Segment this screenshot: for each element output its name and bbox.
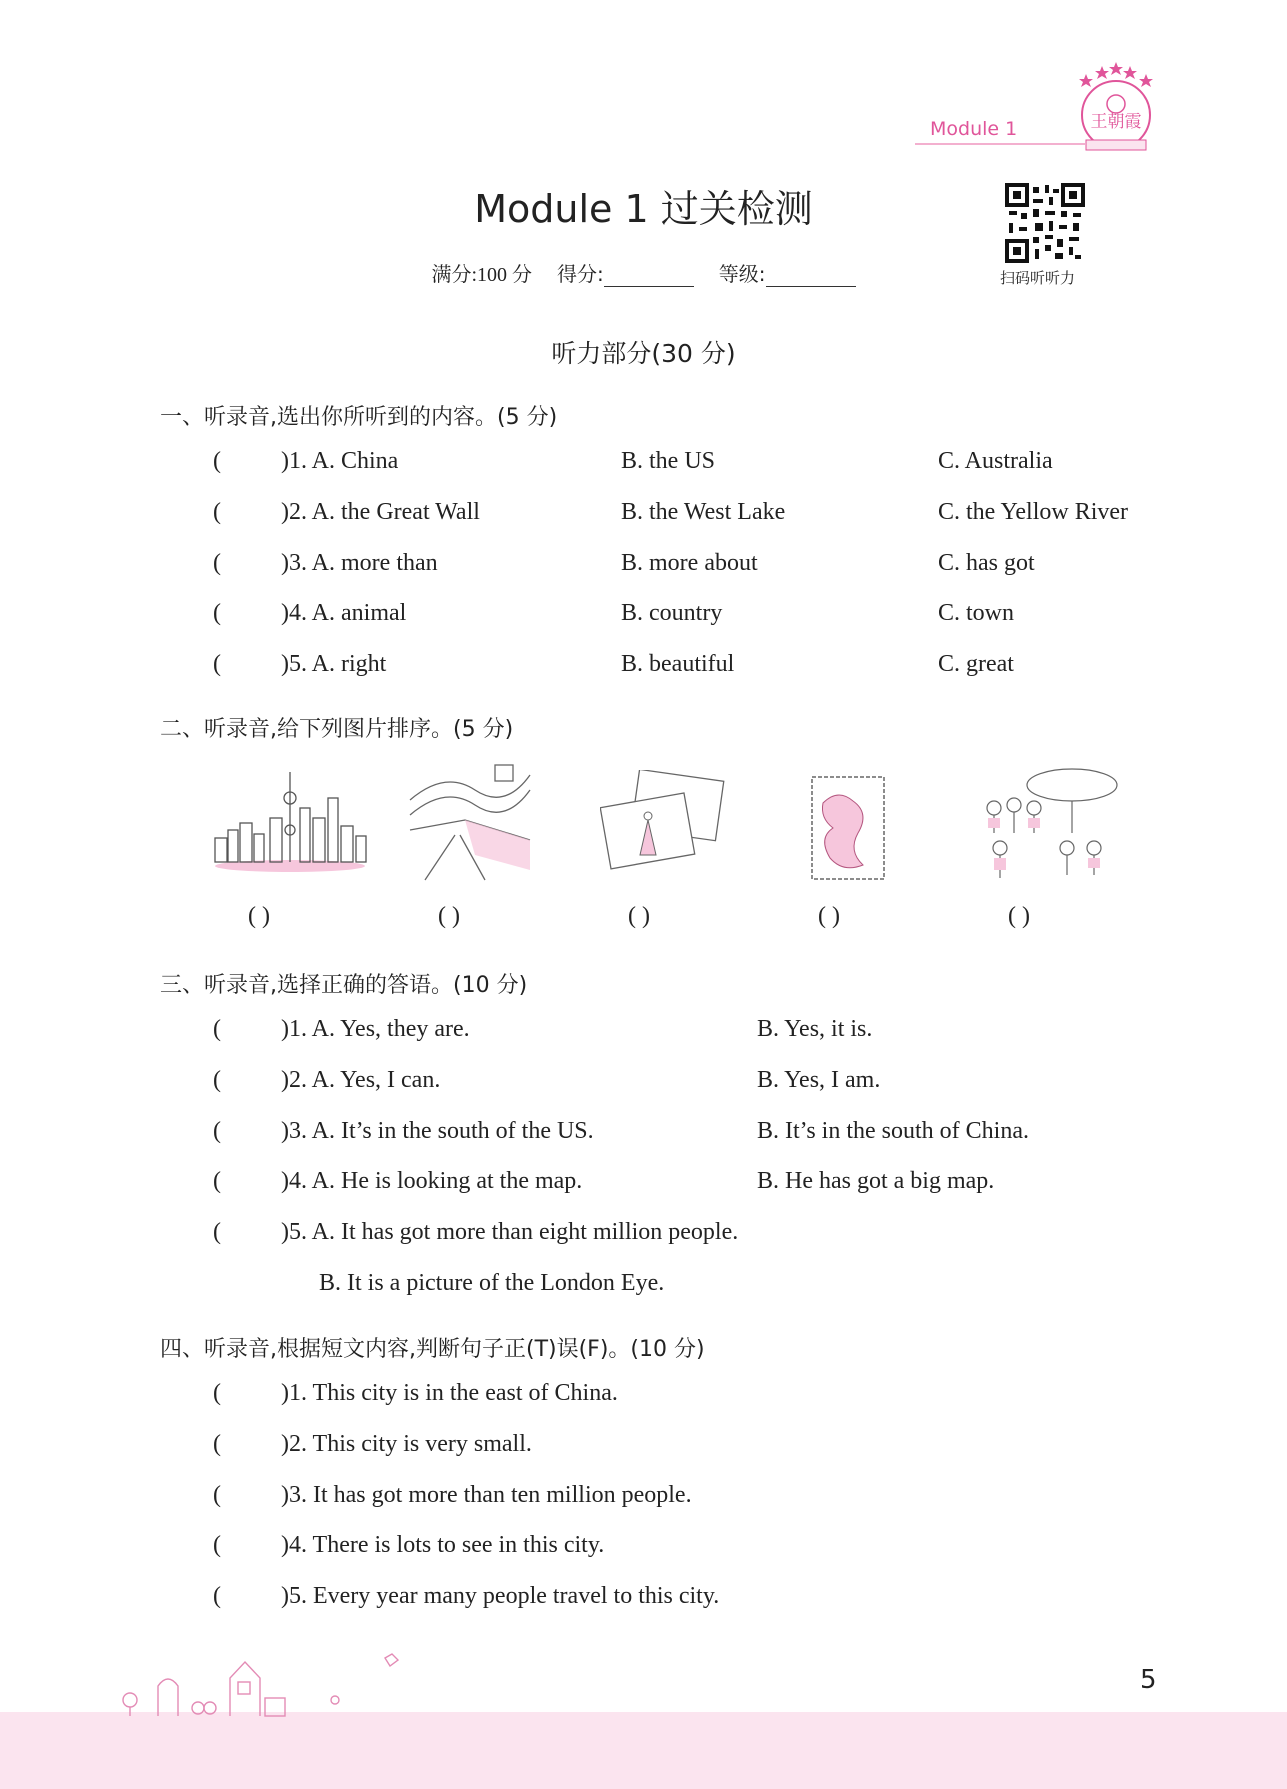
answer-paren[interactable]: (	[213, 1168, 221, 1194]
answer-paren[interactable]: (	[213, 1219, 221, 1245]
footer-band	[0, 1712, 1287, 1789]
score-full: 满分:100 分	[431, 264, 533, 286]
option-a: )2. A. the Great Wall	[281, 499, 480, 525]
option-a: )3. A. It’s in the south of the US.	[281, 1118, 594, 1144]
section-1-title: 一、听录音,选出你所听到的内容。(5 分)	[160, 405, 558, 430]
logo-text: 王朝霞	[1090, 112, 1142, 132]
option-c: C. great	[938, 651, 1014, 677]
option-c: C. the Yellow River	[938, 499, 1129, 525]
picture-3-order[interactable]: ( )	[628, 903, 650, 929]
house-decoration-icon	[120, 1648, 410, 1718]
module-tag: Module 1	[930, 118, 1018, 140]
option-b: B. He has got a big map.	[757, 1168, 995, 1194]
score-got-label: 得分:	[557, 262, 604, 286]
answer-paren[interactable]: (	[213, 1380, 221, 1406]
listening-section-title: 听力部分(30 分)	[551, 339, 736, 368]
answer-paren[interactable]: (	[213, 1532, 221, 1558]
answer-paren[interactable]: (	[213, 499, 221, 525]
section-4-title: 四、听录音,根据短文内容,判断句子正(T)误(F)。(10 分)	[160, 1337, 705, 1362]
option-c: C. Australia	[938, 448, 1053, 474]
statement: )4. There is lots to see in this city.	[281, 1532, 605, 1558]
score-line	[0, 258, 1287, 287]
option-b: B. country	[621, 600, 723, 626]
great-wall-picture	[405, 760, 535, 885]
answer-paren[interactable]: (	[213, 651, 221, 677]
page-number: 5	[1140, 1665, 1157, 1695]
picture-1-order[interactable]: ( )	[248, 903, 270, 929]
qr-code-icon[interactable]	[1005, 183, 1085, 263]
option-b: B. Yes, I am.	[757, 1067, 881, 1093]
answer-paren[interactable]: (	[213, 1067, 221, 1093]
picture-5-order[interactable]: ( )	[1008, 903, 1030, 929]
city-skyline-picture	[210, 768, 370, 878]
children-picture	[972, 763, 1124, 883]
option-c: C. has got	[938, 550, 1035, 576]
option-a: )2. A. Yes, I can.	[281, 1067, 441, 1093]
option-a: )1. A. Yes, they are.	[281, 1016, 470, 1042]
option-a: )4. A. animal	[281, 600, 407, 626]
qr-caption: 扫码听听力	[1000, 269, 1076, 287]
option-b: B. It’s in the south of China.	[757, 1118, 1029, 1144]
option-b: B. It is a picture of the London Eye.	[319, 1270, 665, 1296]
answer-paren[interactable]: (	[213, 1118, 221, 1144]
option-a: )3. A. more than	[281, 550, 438, 576]
option-b: B. Yes, it is.	[757, 1016, 873, 1042]
answer-paren[interactable]: (	[213, 1482, 221, 1508]
grade-blank[interactable]	[766, 266, 856, 287]
option-a: )5. A. right	[281, 651, 387, 677]
picture-4-order[interactable]: ( )	[818, 903, 840, 929]
option-b: B. the West Lake	[621, 499, 786, 525]
option-c: C. town	[938, 600, 1015, 626]
answer-paren[interactable]: (	[213, 1431, 221, 1457]
answer-paren[interactable]: (	[213, 448, 221, 474]
map-picture	[808, 773, 888, 883]
brand-logo	[1072, 60, 1160, 155]
answer-paren[interactable]: (	[213, 1583, 221, 1609]
postcards-picture	[600, 770, 725, 875]
option-b: B. beautiful	[621, 651, 735, 677]
option-b: B. the US	[621, 448, 716, 474]
section-2-title: 二、听录音,给下列图片排序。(5 分)	[160, 717, 514, 742]
grade-label: 等级:	[718, 262, 766, 286]
answer-paren[interactable]: (	[213, 1016, 221, 1042]
option-a: )1. A. China	[281, 448, 399, 474]
statement: )5. Every year many people travel to this city.	[281, 1583, 720, 1609]
picture-2-order[interactable]: ( )	[438, 903, 460, 929]
score-blank[interactable]	[604, 266, 694, 287]
statement: )3. It has got more than ten million people.	[281, 1482, 692, 1508]
option-b: B. more about	[621, 550, 758, 576]
option-a: )5. A. It has got more than eight million people.	[281, 1219, 739, 1245]
answer-paren[interactable]: (	[213, 550, 221, 576]
answer-paren[interactable]: (	[213, 600, 221, 626]
section-3-title: 三、听录音,选择正确的答语。(10 分)	[160, 973, 528, 998]
option-a: )4. A. He is looking at the map.	[281, 1168, 583, 1194]
statement: )2. This city is very small.	[281, 1431, 532, 1457]
statement: )1. This city is in the east of China.	[281, 1380, 618, 1406]
page-title: Module 1 过关检测	[474, 187, 813, 231]
module-tag-underline	[915, 143, 1085, 145]
